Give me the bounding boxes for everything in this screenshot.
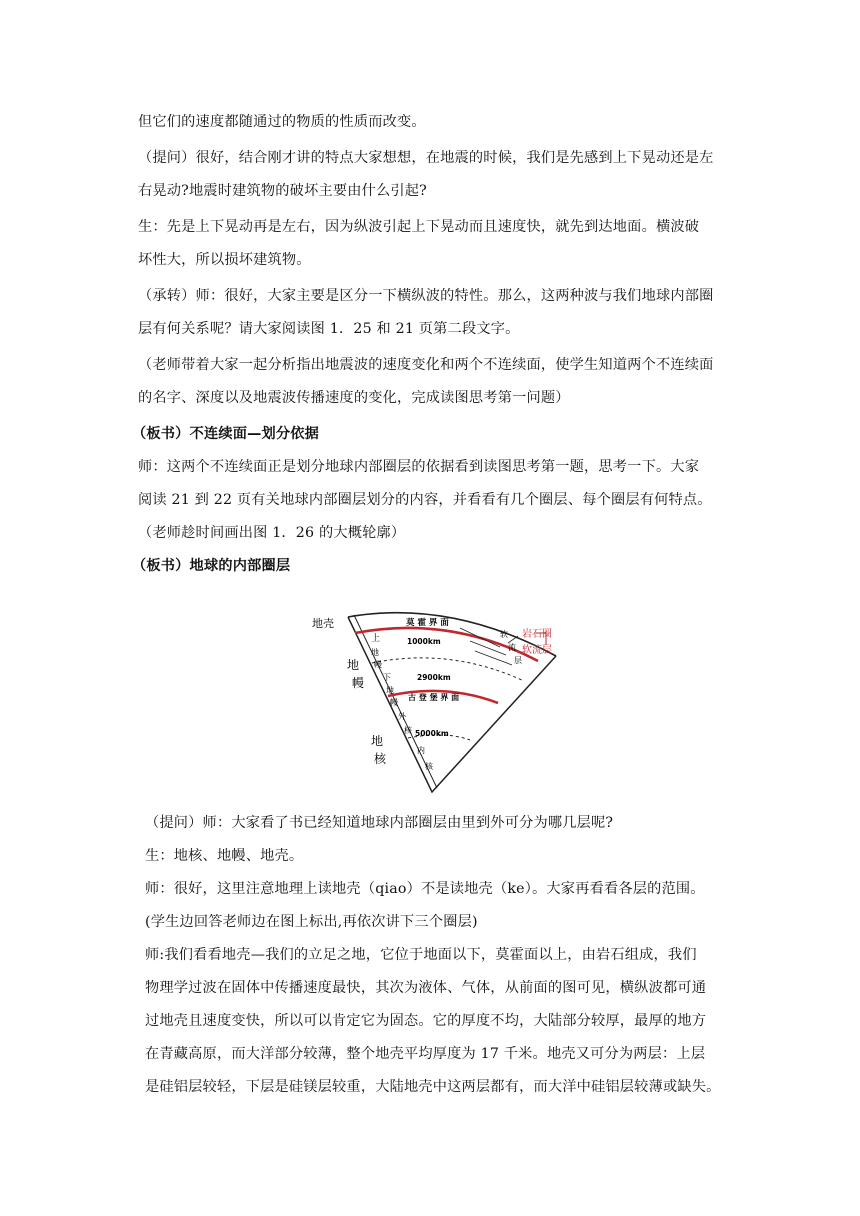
label-lower-3: 幔 [390,698,398,707]
label-core-2: 核 [374,752,387,766]
paragraph-line: 但它们的速度都随通过的物质的性质而改变。 [138,114,426,130]
label-inner-2: 核 [425,762,433,771]
label-liu: 流 [508,643,516,652]
label-crust: 地壳 [312,617,334,630]
label-5000km: 5000km [415,729,449,738]
paragraph-line: 师：很好，这里注意地理上读地壳（qiao）不是读地壳（ke）。大家再看看各层的范围。 [145,881,705,897]
paragraph-line: 是硅铝层较轻，下层是硅镁层较重，大陆地壳中这两层都有，而大洋中硅铝层较薄或缺失。 [145,1079,721,1095]
label-lower: 下 [383,673,391,682]
paragraph-line: 的名字、深度以及地震波传播速度的变化，完成读图思考第一问题） [138,390,570,406]
label-upper: 上 [371,634,381,644]
label-ceng: 层 [514,656,522,665]
label-outer: 外 [398,712,406,721]
earth-interior-diagram [300,603,580,793]
label-lithosphere: 岩石圈 [522,629,552,640]
paragraph-line: 师：这两个不连续面正是划分地球内部圈层的依据看到读图思考第一题，思考一下。大家 [138,459,700,475]
paragraph-line: 过地壳且速度变快，所以可以肯定它为固态。它的厚度不均，大陆部分较厚，最厚的地方 [145,1013,707,1029]
board-note-heading: （板书）不连续面—划分依据 [132,426,320,442]
paragraph-line: （提问）很好，结合刚才讲的特点大家想想，在地震的时候，我们是先感到上下晃动还是左 [138,150,714,166]
paragraph-line: （老师趁时间画出图 1．26 的大概轮廓） [138,525,406,541]
label-ruan: 软 [500,630,508,639]
paragraph-line: 生：先是上下晃动再是左右，因为纵波引起上下晃动而且速度快，就先到达地面。横波破 [138,219,700,235]
label-upper-2: 地 [371,648,379,657]
board-note-heading: （板书）地球的内部圈层 [132,558,291,574]
paragraph-line: (学生边回答老师边在图上标出,再依次讲下三个圈层) [145,914,478,930]
label-2900km: 2900km [417,673,451,682]
paragraph-line: 生：地核、地幔、地壳。 [145,848,304,864]
label-outer-2: 核 [404,726,412,735]
label-lower-2: 地 [386,686,394,695]
paragraph-line: 师:我们看看地壳—我们的立足之地，它位于地面以下，莫霍面以上，由岩石组成，我们 [145,947,697,963]
label-1000km: 1000km [407,637,441,646]
label-asthenosphere: 软流层 [522,645,552,656]
paragraph-line: 坏性大，所以损坏建筑物。 [138,252,311,268]
label-moho: 莫 霍 界 面 [406,618,449,628]
paragraph-line: 物理学过波在固体中传播速度最快，其次为液体、气体，从前面的图可见，横纵波都可通 [145,980,707,996]
paragraph-line: （提问）师：大家看了书已经知道地球内部圈层由里到外可分为哪几层呢? [145,815,614,831]
paragraph-line: （老师带着大家一起分析指出地震波的速度变化和两个不连续面，使学生知道两个不连续面 [138,357,714,373]
paragraph-line: 右晃动?地震时建筑物的破坏主要由什么引起? [138,183,427,199]
paragraph-line: 在青藏高原，而大洋部分较薄，整个地壳平均厚度为 17 千米。地壳又可分为两层：上层 [145,1046,706,1062]
label-core: 地 [371,734,384,748]
label-mantle: 地 [347,658,360,672]
paragraph-line: 层有何关系呢？请大家阅读图 1．25 和 21 页第二段文字。 [138,321,520,337]
label-inner: 内 [417,746,425,755]
paragraph-line: （承转）师：很好，大家主要是区分一下横纵波的特性。那么，这两种波与我们地球内部圈 [138,288,714,304]
label-gutenberg: 古 登 堡 界 面 [408,693,460,702]
label-mantle-2: 幔 [352,676,365,690]
label-upper-3: 幔 [374,660,382,669]
paragraph-line: 阅读 21 到 22 页有关地球内部圈层划分的内容，并看看有几个圈层、每个圈层有何特点。 [138,492,712,508]
